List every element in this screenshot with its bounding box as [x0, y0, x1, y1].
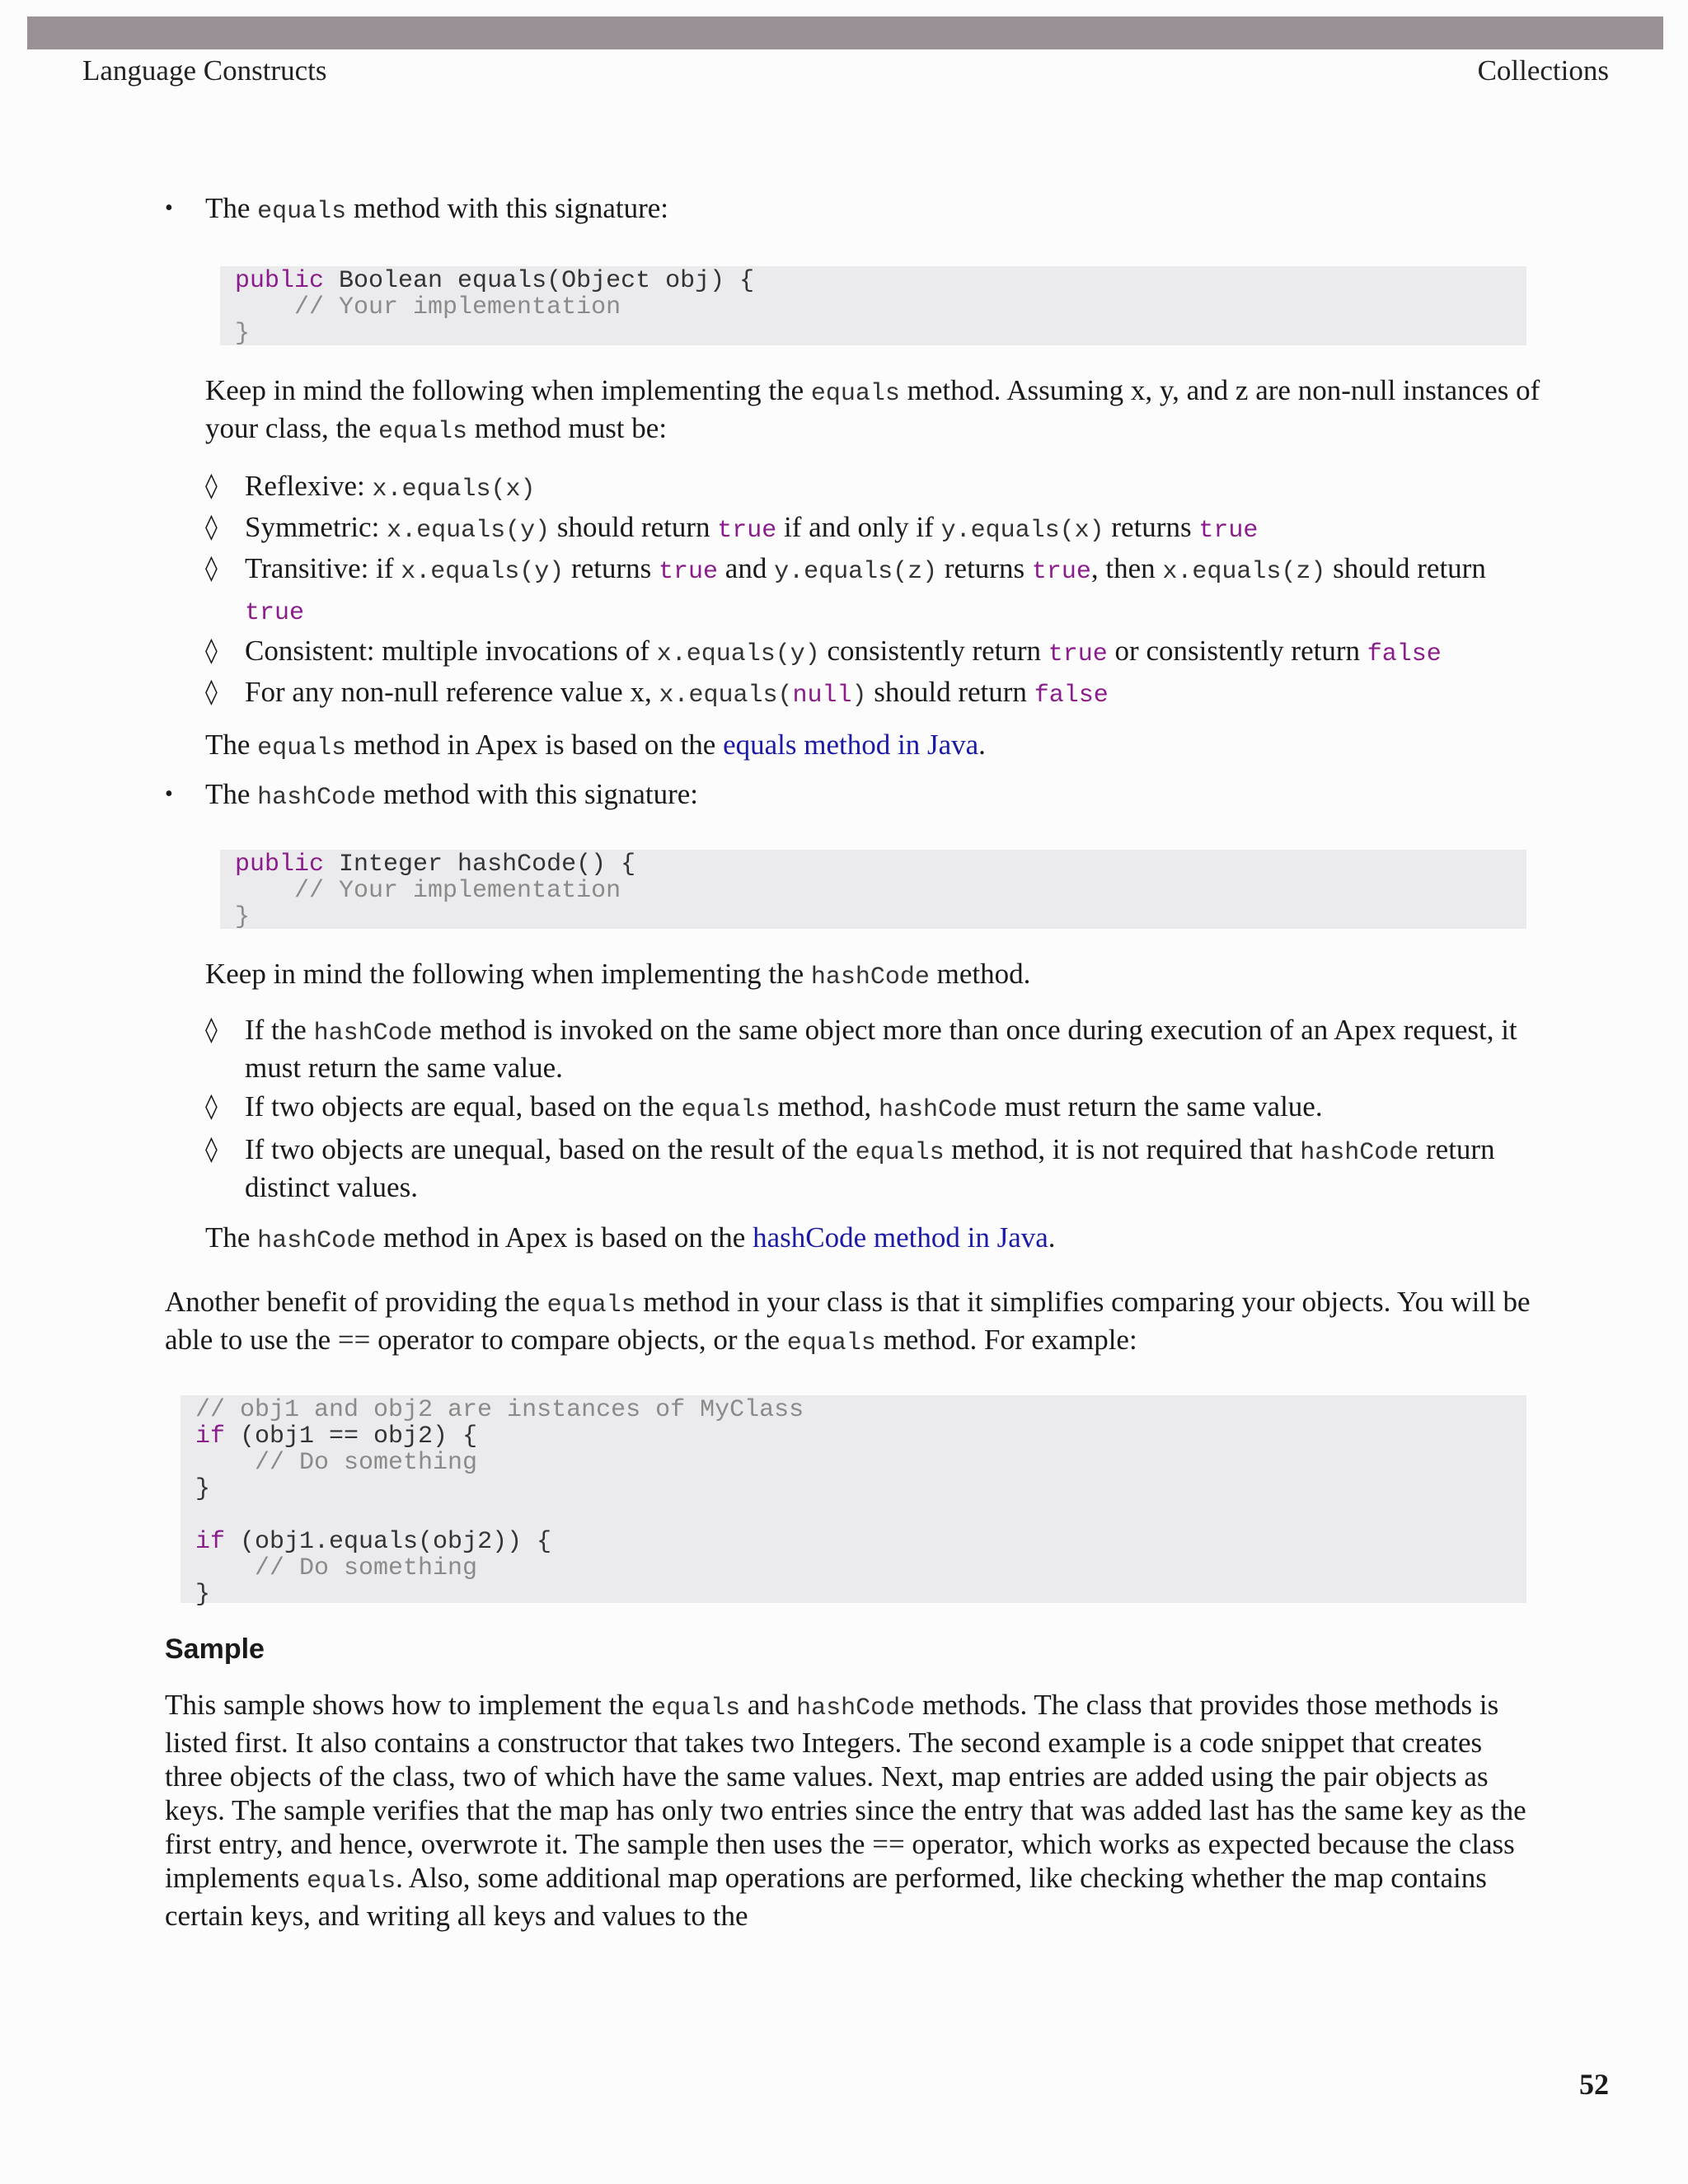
diamond-bullet-icon: ◊: [205, 554, 218, 583]
diamond-bullet-icon: ◊: [205, 471, 218, 500]
list-item: ◊ If two objects are equal, based on the equals method, hashCode must return the same value.: [205, 1090, 1323, 1124]
benefit-paragraph: Another benefit of providing the equals method in your class is that it simplifies comparing your objects. You will be able to use the == operator to compare objects, or the equals method. For example:: [165, 1286, 1531, 1357]
running-head-section: Collections: [1477, 54, 1609, 87]
bullet-intro: The hashCode method with this signature:: [205, 778, 698, 812]
list-item: ◊ Reflexive: x.equals(x): [205, 467, 1543, 509]
equals-java-link[interactable]: equals method in Java: [723, 729, 979, 761]
page-number: 52: [1579, 2068, 1609, 2101]
code-block-comparison-example: // obj1 and obj2 are instances of MyClass if (obj1 == obj2) { // Do something } if (obj1.equals(obj2)) { // Do something }: [181, 1395, 1526, 1603]
diamond-bullet-icon: ◊: [205, 1092, 218, 1121]
bullet-dot-icon: •: [165, 195, 173, 221]
bullet-equals: [165, 191, 1543, 766]
running-head-chapter: Language Constructs: [82, 54, 327, 87]
diamond-bullet-icon: ◊: [205, 1135, 218, 1164]
list-item: ◊ For any non-null reference value x, x.equals(null) should return false: [205, 673, 1543, 715]
diamond-bullet-icon: ◊: [205, 1015, 218, 1044]
list-item: ◊ Symmetric: x.equals(y) should return true if and only if y.equals(x) returns true: [205, 509, 1543, 550]
bullet-intro: The equals method with this signature:: [205, 192, 668, 226]
list-item: ◊ Transitive: if x.equals(y) returns true and y.equals(z) returns true, then x.equals(z) should return true: [205, 550, 1543, 632]
bullet-hashcode: [165, 777, 1543, 1258]
equals-java-note: The equals method in Apex is based on the equals method in Java.: [205, 729, 986, 762]
hashcode-java-note: The hashCode method in Apex is based on the hashCode method in Java.: [205, 1221, 1056, 1255]
code-block-hashcode-signature: public Integer hashCode() { // Your implementation }: [220, 850, 1526, 929]
diamond-bullet-icon: ◊: [205, 677, 218, 706]
section-heading-sample: Sample: [165, 1633, 265, 1665]
hashcode-rules-list: [205, 1013, 1543, 1204]
bullet-dot-icon: •: [165, 781, 173, 807]
diamond-bullet-icon: ◊: [205, 513, 218, 541]
list-item: ◊ Consistent: multiple invocations of x.equals(y) consistently return true or consistently return false: [205, 632, 1543, 673]
equals-rules-list: [205, 467, 1543, 715]
sample-paragraph: This sample shows how to implement the equals and hashCode methods. The class that provides those methods is listed first. It also contains a constructor that takes two Integers. The second example is a code snippet that creates three objects of the class, two of which have the same values. Next, map entries are added using the pair objects as keys. The sample verifies that the map has only two entries since the entry that was added last has the same key as the first entry, and hence, overwrote it. The sample then uses the == operator, which works as expected because the class implements equals. Also, some additional map operations are performed, like checking whether the map contains certain keys, and writing all keys and values to the: [165, 1689, 1526, 1932]
hashcode-keep-in-mind: Keep in mind the following when implementing the hashCode method.: [205, 958, 1031, 991]
header-bar: [27, 16, 1663, 49]
list-item: ◊ If two objects are unequal, based on the result of the equals method, it is not required that hashCode return distinct values.: [205, 1133, 1495, 1203]
code-block-equals-signature: public Boolean equals(Object obj) { // Your implementation }: [220, 266, 1526, 345]
diamond-bullet-icon: ◊: [205, 636, 218, 665]
hashcode-java-link[interactable]: hashCode method in Java: [753, 1221, 1048, 1254]
list-item: ◊ If the hashCode method is invoked on the same object more than once during execution of an Apex request, it must return the same value.: [205, 1014, 1517, 1084]
equals-keep-in-mind: Keep in mind the following when implementing the equals method. Assuming x, y, and z are non-null instances of your class, the equals method must be:: [205, 374, 1540, 446]
page-content: [165, 191, 1543, 1933]
